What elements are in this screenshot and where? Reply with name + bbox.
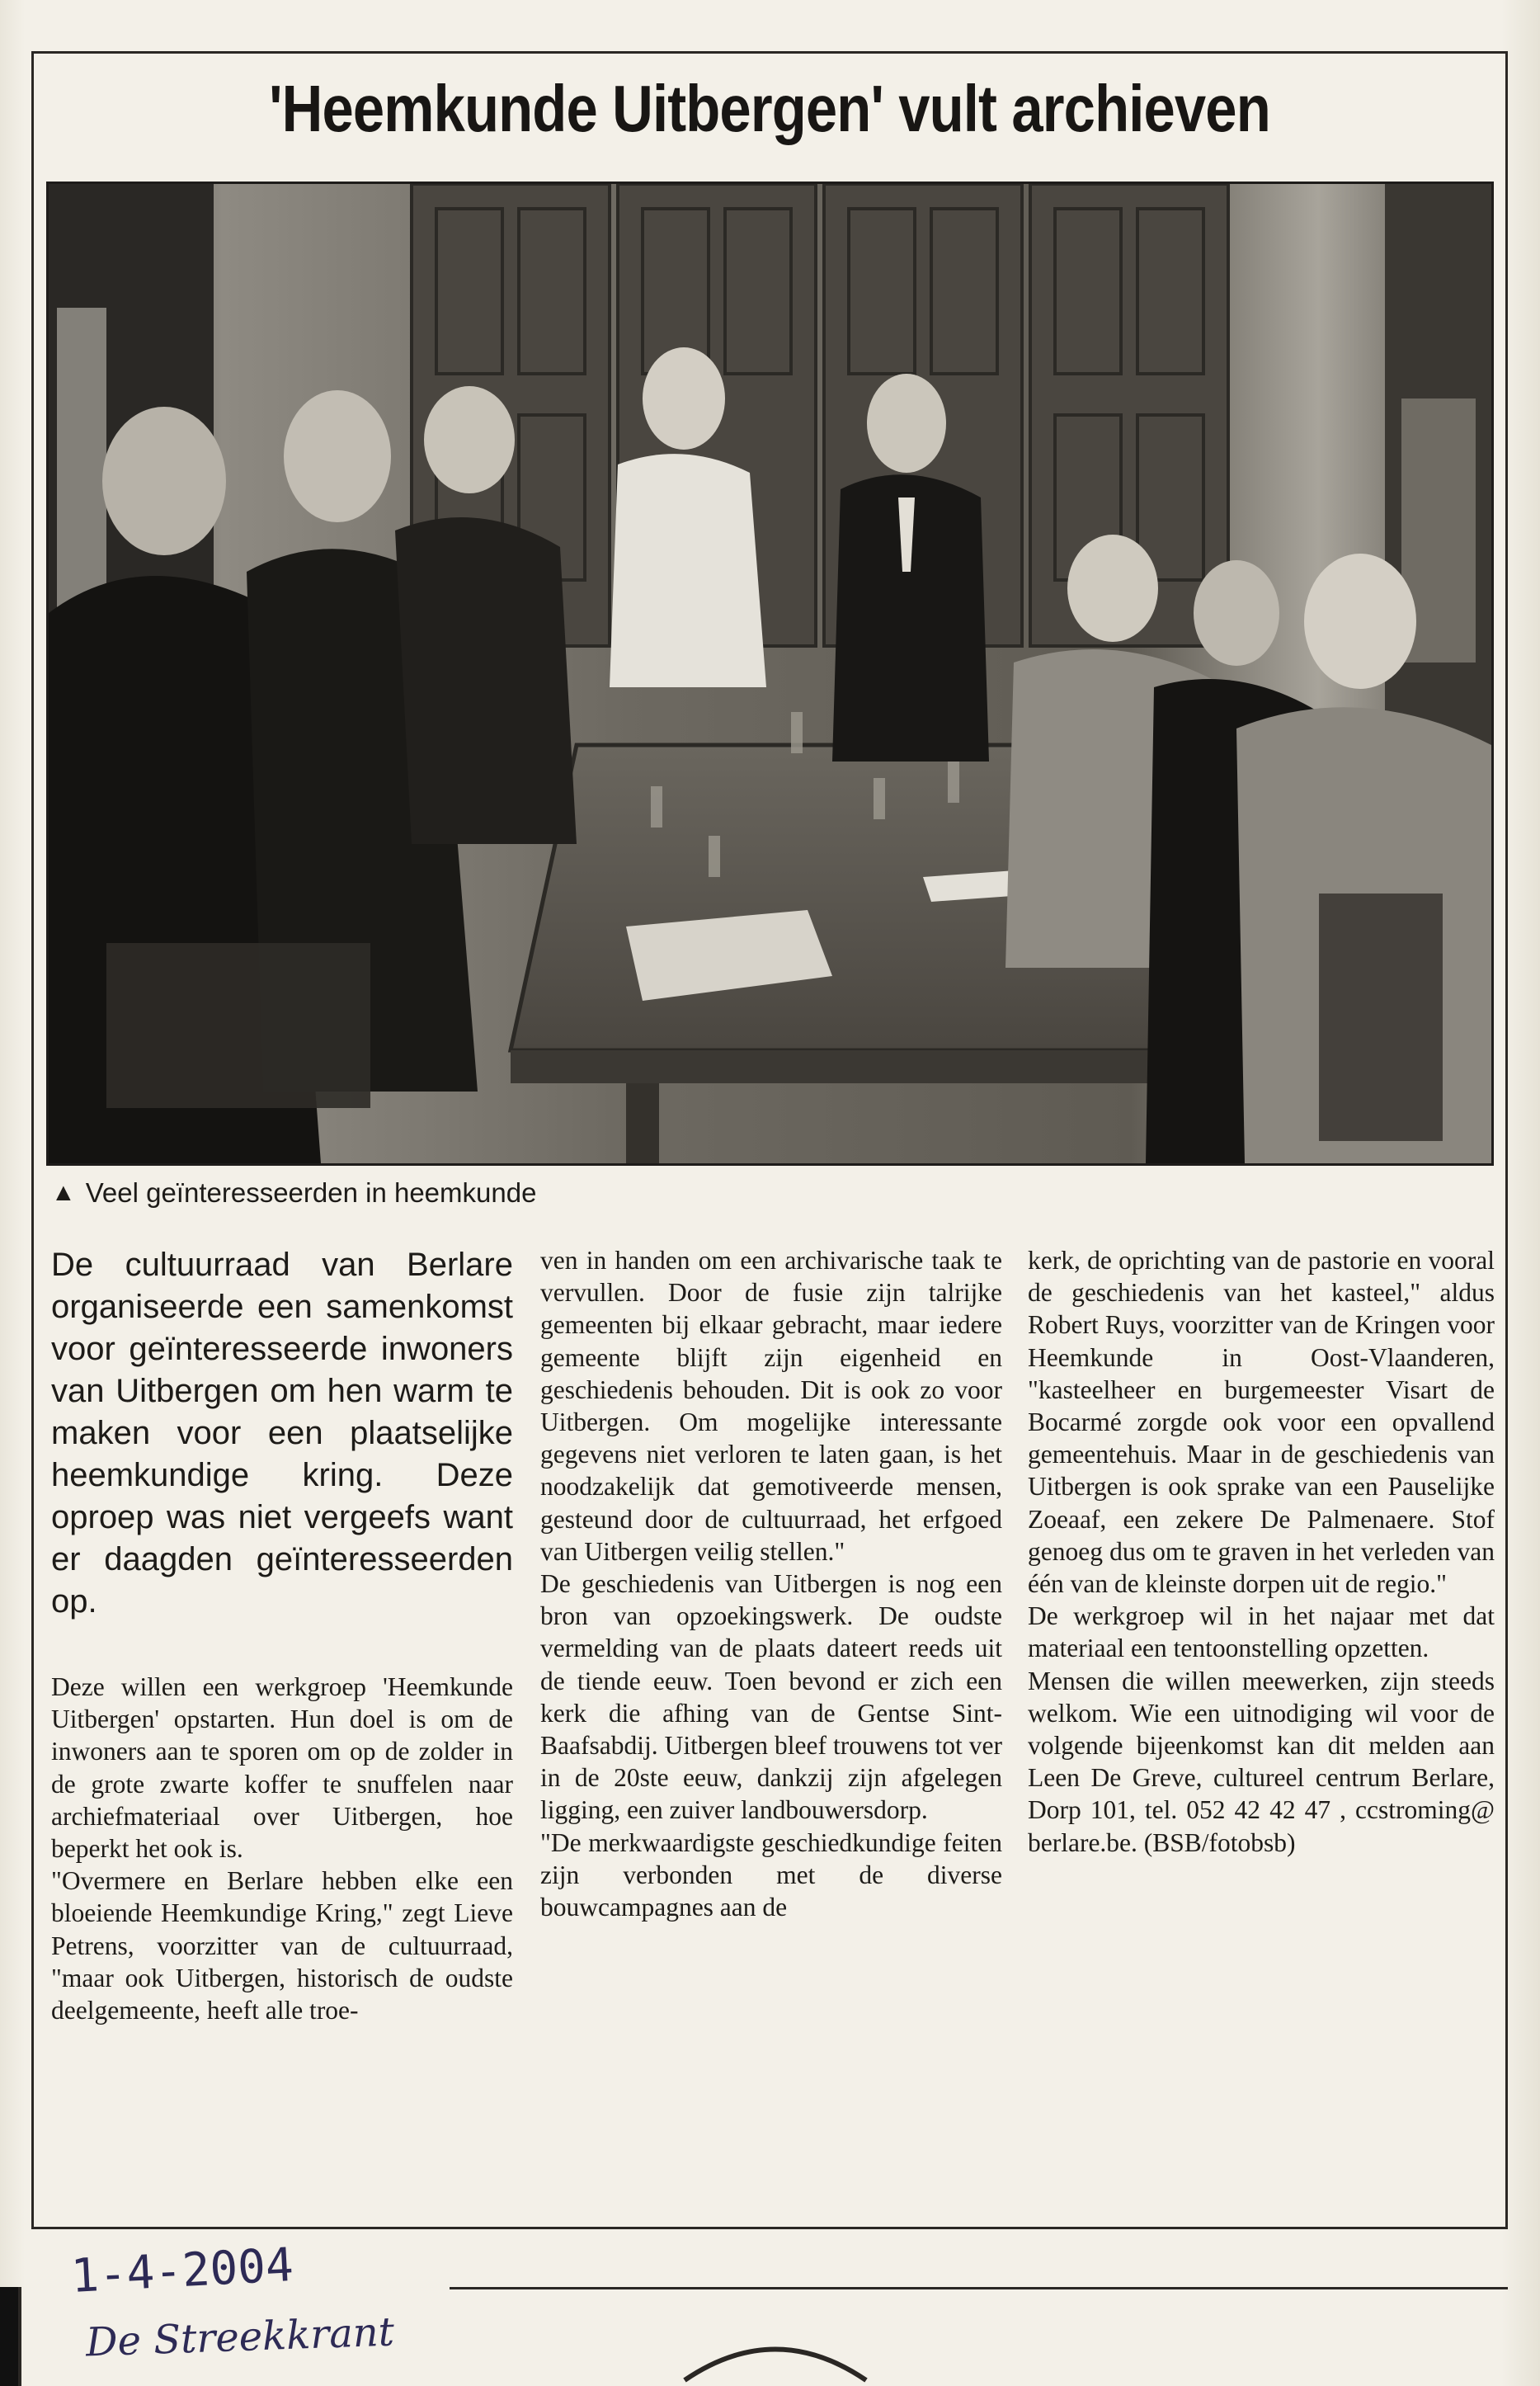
article-column-1: [51, 1244, 513, 2026]
article-photo: [46, 182, 1494, 1166]
article-headline: 'Heemkunde Uitbergen' vult archieven: [269, 72, 1270, 145]
article-lead: De cultuurraad van Berlare organiseerde een samenkomst voor geïnteresseerde inwoners van Uitbergen om hen warm te maken voor een plaatselijke heemkundige kring. Deze oproep was niet vergeefs want er daagden geïnteresseerden op.: [51, 1247, 513, 1620]
adjacent-clipping-arc: [676, 2302, 874, 2384]
handwritten-source: De Streekkrant: [85, 2308, 395, 2366]
article-column-3: [1028, 1244, 1495, 1859]
column-1-paragraph: Deze willen een werkgroep 'Heemkunde Uitbergen' opstarten. Hun doel is om de inwoners aan te sporen om op de zolder in de grote zwarte koffer te snuffelen naar archiefmateriaal over Uitbergen, hoe beperkt het ook is.: [51, 1672, 513, 1864]
photo-caption: [51, 1175, 876, 1211]
article-column-2: [540, 1244, 1002, 1923]
triangle-marker-icon: ▲: [51, 1179, 76, 1206]
bottom-divider: [450, 2287, 1508, 2289]
meeting-photo-illustration: [49, 184, 1491, 1163]
column-2-paragraph: ven in handen om een archivarische taak te vervullen. Door de fusie zijn talrijke gemeenten bij elkaar gebracht, maar iedere gemeente blijft zijn eigenheid en geschiedenis behouden. Dit is ook zo voor Uitbergen. Om mogelijke interessante gegevens niet verloren te laten gaan, is het noodzakelijk dat gemotiveerde mensen, gesteund door de cultuurraad, het erfgoed van Uitbergen veilig stellen.": [540, 1246, 1002, 1566]
column-2-paragraph: De geschiedenis van Uitbergen is nog een bron van opzoekingswerk. De oudste vermelding van de plaats dateert reeds uit de tiende eeuw. Toen bevond er zich een kerk die afhing van de Gentse Sint-Baafsabdij. Uitbergen bleef trouwens tot ver in de 20ste eeuw, dankzij zijn afgelegen ligging, een zuiver landbouwersdorp.: [540, 1569, 1002, 1825]
adjacent-clipping-rule: [18, 2287, 21, 2386]
column-2-paragraph: "De merkwaardigste geschiedkundige feiten zijn verbonden met de diverse bouwcampagnes aan de: [540, 1827, 1002, 1922]
photo-chair: [106, 943, 370, 1108]
column-3-paragraph: De werkgroep wil in het najaar met dat materiaal een tentoonstelling opzetten.: [1028, 1601, 1495, 1663]
column-3-paragraph: Mensen die willen meewerken, zijn steeds welkom. Wie een uitnodiging wil voor de volgende bijeenkomst kan dit melden aan Leen De Greve, cultureel centrum Berlare, Dorp 101, tel. 052 42 42 47 , ccstroming@ berlare.be. (BSB/fotobsb): [1028, 1666, 1495, 1857]
handwritten-date: 1-4-2004: [69, 2237, 295, 2304]
column-3-paragraph: kerk, de oprichting van de pastorie en vooral de geschiedenis van het kasteel," aldus Robert Ruys, voorzitter van de Kringen voor Heemkunde in Oost-Vlaanderen, "kasteelheer en burgemeester Visart de Bocarmé zorgde ook voor een opvallend gemeentehuis. Maar in de geschiedenis van Uitbergen is ook sprake van een Pauselijke Zoeaaf, een zekere De Palmenaere. Stof genoeg dus om te graven in het verleden van één van de kleinste dorpen uit de regio.": [1028, 1246, 1495, 1599]
column-1-paragraph: "Overmere en Berlare hebben elke een bloeiende Heemkundige Kring," zegt Lieve Petrens, voorzitter van de cultuurraad, "maar ook Uitbergen, historisch de oudste deelgemeente, heeft alle troe-: [51, 1866, 513, 2025]
photo-caption-text: Veel geïnteresseerden in heemkunde: [85, 1177, 537, 1208]
adjacent-clipping-fragment: [0, 2287, 18, 2386]
